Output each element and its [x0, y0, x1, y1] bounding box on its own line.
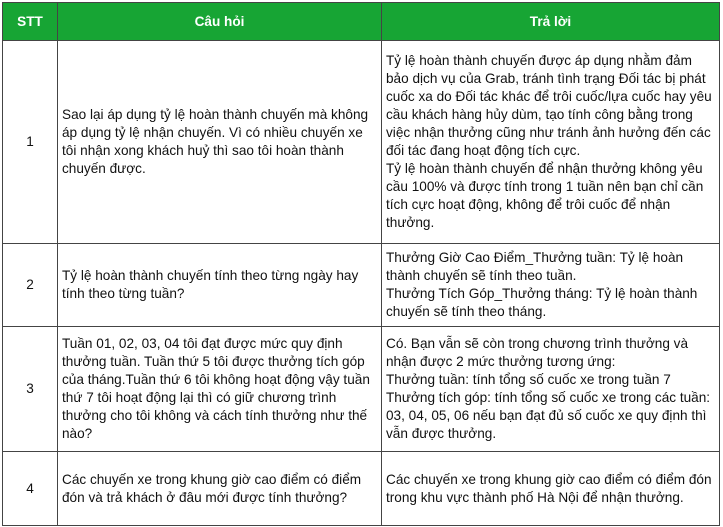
question-cell: Tuần 01, 02, 03, 04 tôi đạt được mức quy định thưởng tuần. Tuần thứ 5 tôi được thưởng tích góp của tháng.Tuần thứ 6 tôi không hoạt động vậy tuần thứ 7 tôi hoạt động lại thì có giữ chương trình thưởng cho tôi không và cách tính thưởng như thế nào? [58, 327, 382, 452]
row-number: 1 [3, 41, 58, 244]
answer-cell [382, 452, 720, 526]
table-row [3, 327, 720, 452]
answer-paragraph: Tỷ lệ hoàn thành chuyến để nhận thưởng không yêu cầu 100% và được tính trong 1 tuần nên bạn chỉ cần tích cực hoạt động, không để trôi cuốc để nhận thưởng. [386, 161, 704, 230]
answer-paragraph: Thưởng Tích Góp_Thưởng tháng: Tỷ lệ hoàn thành chuyến sẽ tính theo tháng. [386, 286, 698, 319]
row-number: 3 [3, 327, 58, 452]
header-question: Câu hỏi [58, 3, 382, 41]
answer-paragraph: Thưởng tích góp: tính tổng số cuốc xe trong các tuần: 03, 04, 05, 06 nếu bạn đạt đủ số cuốc xe quy định thì vẫn được thưởng. [386, 390, 711, 441]
table-row [3, 244, 720, 327]
answer-paragraph: Thưởng Giờ Cao Điểm_Thưởng tuần: Tỷ lệ hoàn thành chuyến sẽ tính theo tuần. [386, 250, 684, 283]
answer-cell [382, 244, 720, 327]
answer-cell [382, 327, 720, 452]
answer-cell [382, 41, 720, 244]
table-row [3, 452, 720, 526]
row-number: 2 [3, 244, 58, 327]
header-answer: Trả lời [382, 3, 720, 41]
answer-paragraph: Thưởng tuần: tính tổng số cuốc xe trong tuần 7 [386, 372, 671, 387]
answer-paragraph: Tỷ lệ hoàn thành chuyến được áp dụng nhằm đảm bảo dịch vụ của Grab, tránh tình trạng Đối tác bị phát cuốc xa do Đối tác khác để trôi cuốc/lựa cuốc hay yêu cầu khách hàng hủy dùm, tạo tính công bằng trong việc nhận thưởng cũng như tránh ảnh hưởng đến các đối tác đang hoạt động tích cực. [386, 53, 712, 158]
table-row [3, 41, 720, 244]
question-cell: Sao lại áp dụng tỷ lệ hoàn thành chuyến mà không áp dụng tỷ lệ nhận chuyến. Vì có nhiều chuyến xe tôi nhận xong khách huỷ thì sao tôi hoàn thành chuyến được. [58, 41, 382, 244]
answer-paragraph: Có. Bạn vẫn sẽ còn trong chương trình thưởng và nhận được 2 mức thưởng tương ứng: [386, 336, 689, 369]
header-row [3, 3, 720, 41]
answer-paragraph: Các chuyến xe trong khung giờ cao điểm có điểm đón trong khu vực thành phố Hà Nội để nhận thưởng. [386, 471, 712, 505]
question-cell: Các chuyến xe trong khung giờ cao điểm có điểm đón và trả khách ở đâu mới được tính thưởng? [58, 452, 382, 526]
header-stt: STT [3, 3, 58, 41]
faq-table [2, 2, 720, 526]
question-cell: Tỷ lệ hoàn thành chuyến tính theo từng ngày hay tính theo từng tuần? [58, 244, 382, 327]
row-number: 4 [3, 452, 58, 526]
